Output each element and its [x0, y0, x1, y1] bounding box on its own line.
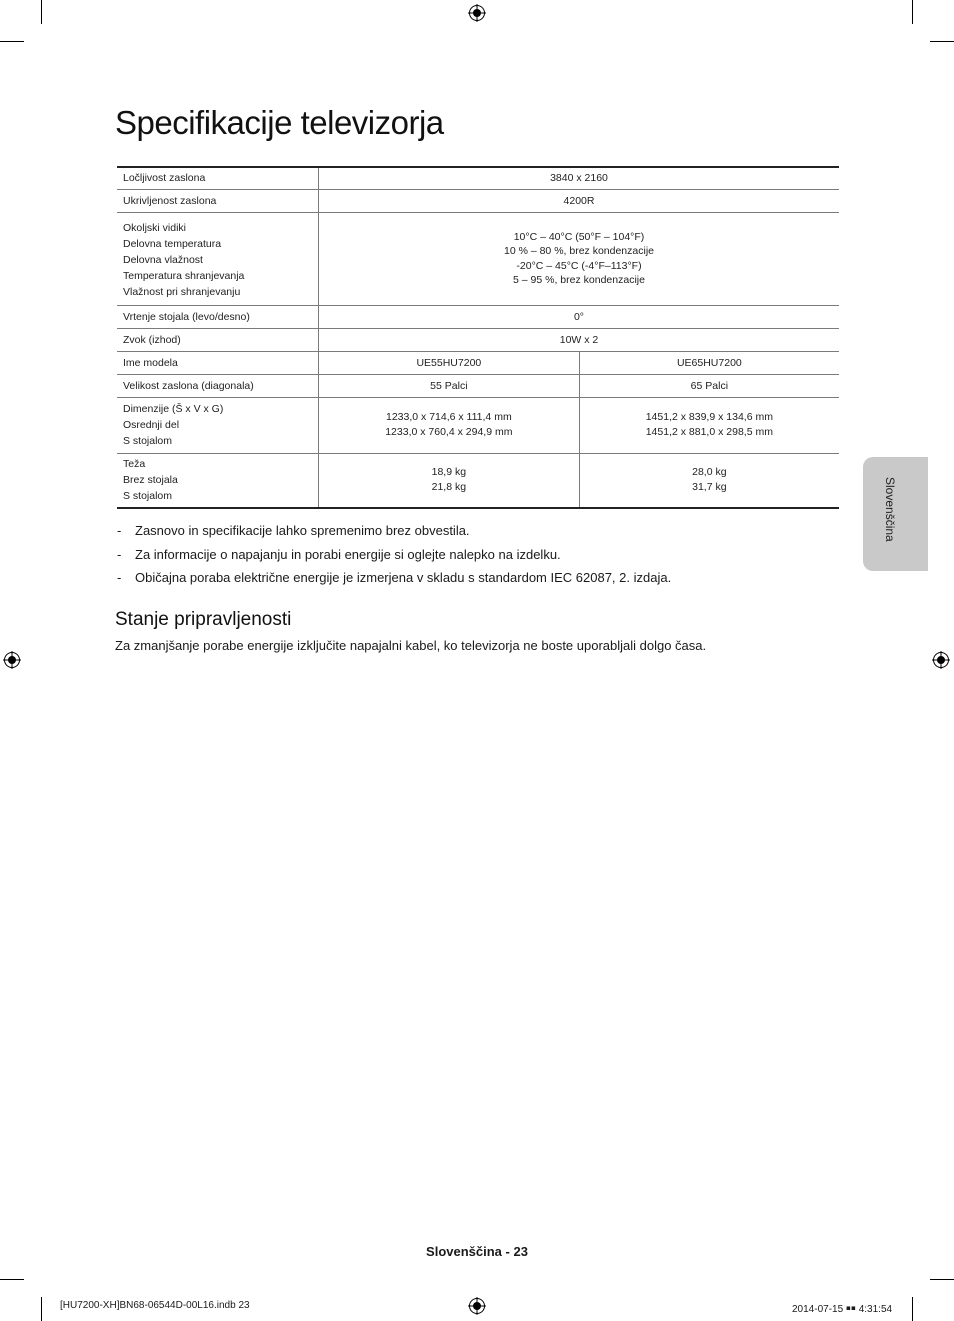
registration-mark-icon: [3, 651, 21, 669]
bullet-dash: -: [117, 523, 122, 538]
note-text: Zasnovo in specifikacije lahko spremenimo brez obvestila.: [135, 523, 470, 538]
language-tab-label: Slovenščina: [883, 477, 897, 542]
standby-text: Za zmanjšanje porabe energije izključite napajalni kabel, ko televizorja ne boste uporabljali dolgo časa.: [115, 638, 707, 653]
row-label: Ime modela: [117, 351, 319, 374]
table-row: [117, 328, 839, 351]
row-label-line: Brez stojala: [123, 474, 178, 487]
row-value-line: 28,0 kg: [692, 466, 727, 479]
note-text: Za informacije o napajanju in porabi energije si oglejte nalepko na izdelku.: [135, 546, 561, 562]
table-row: [117, 351, 839, 374]
row-label-line: S stojalom: [123, 435, 173, 447]
row-label-line: Delovna vlažnost: [123, 253, 203, 266]
notes-list: [117, 522, 671, 593]
row-value: UE65HU7200: [579, 351, 839, 374]
row-value: 55 Palci: [319, 374, 580, 397]
registration-mark-icon: [468, 1297, 486, 1315]
row-label: Vrtenje stojala (levo/desno): [117, 305, 319, 328]
row-label: Zvok (izhod): [117, 328, 319, 351]
bullet-dash: -: [117, 546, 122, 562]
row-value: [319, 397, 580, 453]
row-label-line: Temperatura shranjevanja: [123, 269, 245, 282]
row-label-line: Dimenzije (Š x V x G): [123, 403, 224, 415]
print-slug-file: [HU7200-XH]BN68-06544D-00L16.indb 23: [60, 1300, 250, 1311]
table-row: [117, 189, 839, 212]
table-row: [117, 397, 839, 453]
row-value: 4200R: [319, 189, 840, 212]
row-value: [319, 453, 580, 508]
row-label-line: S stojalom: [123, 490, 173, 503]
crop-mark: [41, 0, 42, 24]
bullet-dash: -: [117, 570, 122, 585]
row-label: Ločljivost zaslona: [117, 167, 319, 189]
row-label: [117, 212, 319, 305]
row-value: [579, 453, 839, 508]
crop-mark: [930, 1279, 954, 1280]
row-value-line: 1451,2 x 881,0 x 298,5 mm: [645, 426, 773, 438]
row-value: 65 Palci: [579, 374, 839, 397]
row-value-line: 1233,0 x 714,6 x 111,4 mm: [386, 411, 512, 423]
list-item: [117, 569, 671, 593]
section-heading: Stanje pripravljenosti: [115, 609, 292, 630]
row-value-line: 21,8 kg: [431, 481, 467, 494]
row-label-line: Osrednji del: [123, 419, 180, 431]
row-label: [117, 453, 319, 508]
registration-mark-icon: [468, 4, 486, 22]
list-item: [117, 522, 671, 546]
row-value-line: 10 % – 80 %, brez kondenzacije: [503, 245, 654, 257]
list-item: [117, 546, 671, 570]
row-label-line: Delovna temperatura: [123, 237, 222, 250]
table-row: [117, 305, 839, 328]
row-value: 10W x 2: [319, 328, 840, 351]
row-label-line: Okoljski vidiki: [123, 221, 187, 234]
table-row: [117, 167, 839, 189]
row-value-line: -20°C – 45°C (-4°F–113°F): [516, 259, 642, 272]
crop-mark: [0, 41, 24, 42]
row-value-line: 5 – 95 %, brez kondenzacije: [513, 274, 645, 286]
row-label: Velikost zaslona (diagonala): [117, 374, 319, 397]
print-slug-date: 2014-07-15 ￭￭ 4:31:54: [792, 1304, 893, 1315]
row-value-line: 1233,0 x 760,4 x 294,9 mm: [385, 426, 513, 438]
row-value-line: 31,7 kg: [692, 481, 727, 494]
row-label-line: Vlažnost pri shranjevanju: [123, 285, 241, 298]
crop-mark: [912, 0, 913, 24]
row-value-line: 10°C – 40°C (50°F – 104°F): [513, 230, 645, 243]
row-value: [579, 397, 839, 453]
row-value: 0°: [319, 305, 840, 328]
row-value: [319, 212, 840, 305]
table-row: [117, 453, 839, 508]
row-value: UE55HU7200: [319, 351, 580, 374]
page-title: Specifikacije televizorja: [115, 104, 444, 141]
language-tab: [863, 457, 928, 571]
row-label: [117, 397, 319, 453]
row-label-line: Teža: [123, 458, 146, 471]
crop-mark: [0, 1279, 24, 1280]
table-row: [117, 374, 839, 397]
row-value-line: 1451,2 x 839,9 x 134,6 mm: [645, 411, 773, 423]
row-label: Ukrivljenost zaslona: [117, 189, 319, 212]
crop-mark: [41, 1297, 42, 1321]
page-number: Slovenščina - 23: [426, 1244, 528, 1259]
spec-table: [117, 166, 839, 509]
row-value-line: 18,9 kg: [431, 466, 467, 479]
row-value: 3840 x 2160: [319, 167, 840, 189]
crop-mark: [912, 1297, 913, 1321]
registration-mark-icon: [932, 651, 950, 669]
table-row: [117, 212, 839, 305]
note-text: Običajna poraba električne energije je izmerjena v skladu s standardom IEC 62087, 2. izdaja.: [135, 570, 672, 585]
crop-mark: [930, 41, 954, 42]
